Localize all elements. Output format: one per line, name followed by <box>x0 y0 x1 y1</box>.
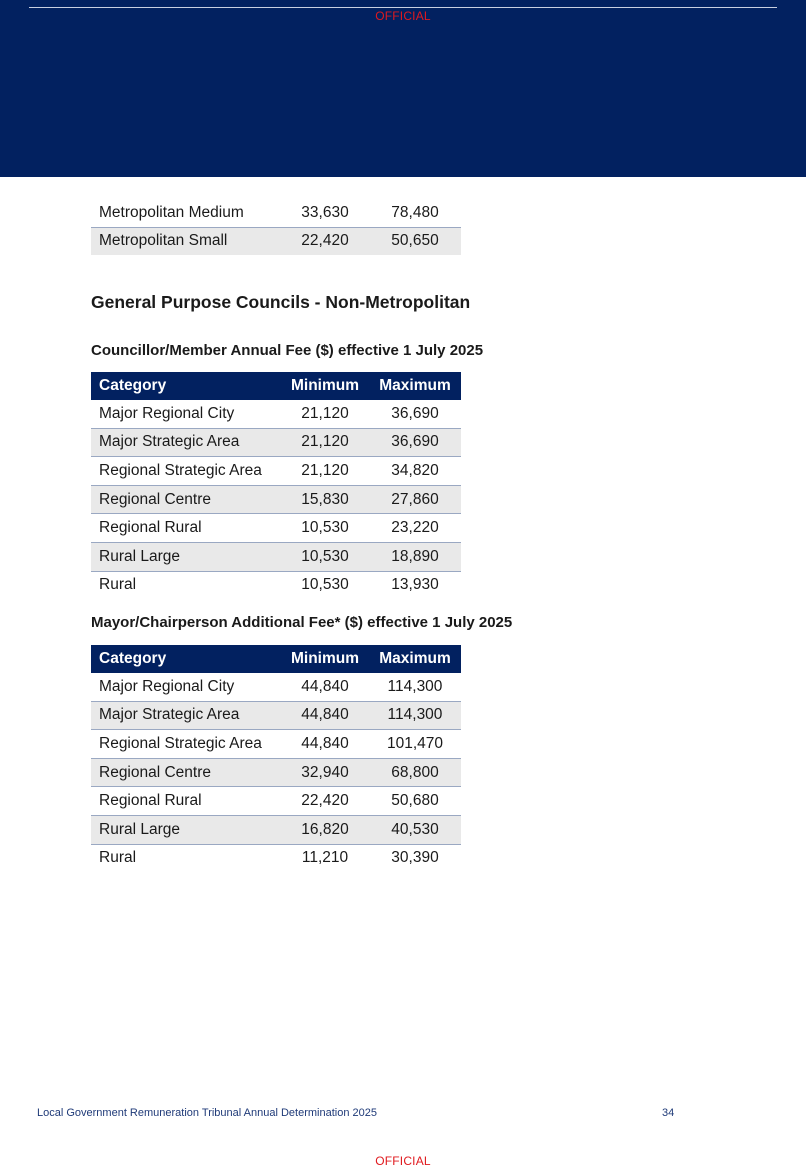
maximum-cell: 101,470 <box>369 730 461 759</box>
table-row <box>91 542 461 571</box>
table-row <box>91 844 461 872</box>
maximum-cell: 50,650 <box>369 227 461 255</box>
minimum-cell: 21,120 <box>281 428 369 457</box>
table-row <box>91 701 461 730</box>
category-cell: Rural <box>99 849 137 867</box>
maximum-cell: 36,690 <box>369 428 461 457</box>
minimum-cell: 22,420 <box>281 227 369 255</box>
table-row <box>91 485 461 514</box>
header-banner <box>0 0 806 177</box>
maximum-cell: 50,680 <box>369 787 461 816</box>
category-cell: Regional Centre <box>91 485 281 514</box>
minimum-cell: 11,210 <box>301 849 349 867</box>
continued-fee-table <box>91 199 461 255</box>
category-cell: Major Strategic Area <box>91 428 281 457</box>
maximum-cell: 68,800 <box>369 758 461 787</box>
minimum-cell: 21,120 <box>281 457 369 486</box>
table-row <box>91 199 461 227</box>
classification-marking-bottom: OFFICIAL <box>375 1154 431 1168</box>
section-heading: General Purpose Councils - Non-Metropolitan <box>91 292 471 312</box>
category-cell: Regional Rural <box>91 514 281 543</box>
table-row <box>91 400 461 428</box>
minimum-cell: 21,120 <box>281 400 369 428</box>
mayor-table-title: Mayor/Chairperson Additional Fee* ($) effective 1 July 2025 <box>91 614 513 631</box>
maximum-cell: 27,860 <box>369 485 461 514</box>
table-row <box>91 730 461 759</box>
table-row <box>91 571 461 599</box>
footer-page-number: 34 <box>662 1107 675 1119</box>
maximum-cell: 78,480 <box>369 199 461 227</box>
category-cell: Rural Large <box>91 815 281 844</box>
category-cell: Major Strategic Area <box>91 701 281 730</box>
category-cell: Regional Strategic Area <box>91 457 281 486</box>
table-row <box>91 227 461 255</box>
header-maximum: Maximum <box>369 372 461 400</box>
header-category: Category <box>91 372 281 400</box>
maximum-cell: 40,530 <box>369 815 461 844</box>
maximum-cell: 114,300 <box>369 673 461 701</box>
table-row <box>91 673 461 701</box>
minimum-cell: 10,530 <box>281 514 369 543</box>
maximum-cell: 13,930 <box>391 576 439 594</box>
category-cell: Rural Large <box>91 542 281 571</box>
minimum-cell: 44,840 <box>281 701 369 730</box>
councillor-fee-table <box>91 372 461 599</box>
mayor-fee-table <box>91 645 461 872</box>
maximum-cell: 18,890 <box>369 542 461 571</box>
header-rule <box>29 7 777 8</box>
table-row <box>91 815 461 844</box>
category-cell: Major Regional City <box>91 400 281 428</box>
header-maximum: Maximum <box>369 645 461 673</box>
header-minimum: Minimum <box>281 645 369 673</box>
table-header-row <box>91 645 461 673</box>
councillor-table-title: Councillor/Member Annual Fee ($) effective 1 July 2025 <box>91 342 484 359</box>
table-row <box>91 457 461 486</box>
minimum-cell: 15,830 <box>281 485 369 514</box>
footer-document-title: Local Government Remuneration Tribunal Annual Determination 2025 <box>37 1107 377 1119</box>
category-cell: Metropolitan Small <box>91 227 281 255</box>
maximum-cell: 34,820 <box>369 457 461 486</box>
maximum-cell: 30,390 <box>391 849 439 867</box>
minimum-cell: 10,530 <box>281 542 369 571</box>
maximum-cell: 114,300 <box>369 701 461 730</box>
header-minimum: Minimum <box>281 372 369 400</box>
category-cell: Rural <box>99 576 137 594</box>
header-category: Category <box>91 645 281 673</box>
category-cell: Regional Centre <box>91 758 281 787</box>
minimum-cell: 16,820 <box>281 815 369 844</box>
minimum-cell: 44,840 <box>281 730 369 759</box>
table-row <box>91 514 461 543</box>
table-row <box>91 428 461 457</box>
minimum-cell: 44,840 <box>281 673 369 701</box>
table-row <box>91 758 461 787</box>
maximum-cell: 36,690 <box>369 400 461 428</box>
minimum-cell: 22,420 <box>281 787 369 816</box>
category-cell: Major Regional City <box>91 673 281 701</box>
table-header-row <box>91 372 461 400</box>
classification-marking-top: OFFICIAL <box>375 9 431 23</box>
minimum-cell: 10,530 <box>301 576 349 594</box>
table-row <box>91 787 461 816</box>
category-cell: Regional Rural <box>91 787 281 816</box>
category-cell: Metropolitan Medium <box>91 199 281 227</box>
maximum-cell: 23,220 <box>369 514 461 543</box>
category-cell: Regional Strategic Area <box>91 730 281 759</box>
minimum-cell: 33,630 <box>281 199 369 227</box>
minimum-cell: 32,940 <box>281 758 369 787</box>
